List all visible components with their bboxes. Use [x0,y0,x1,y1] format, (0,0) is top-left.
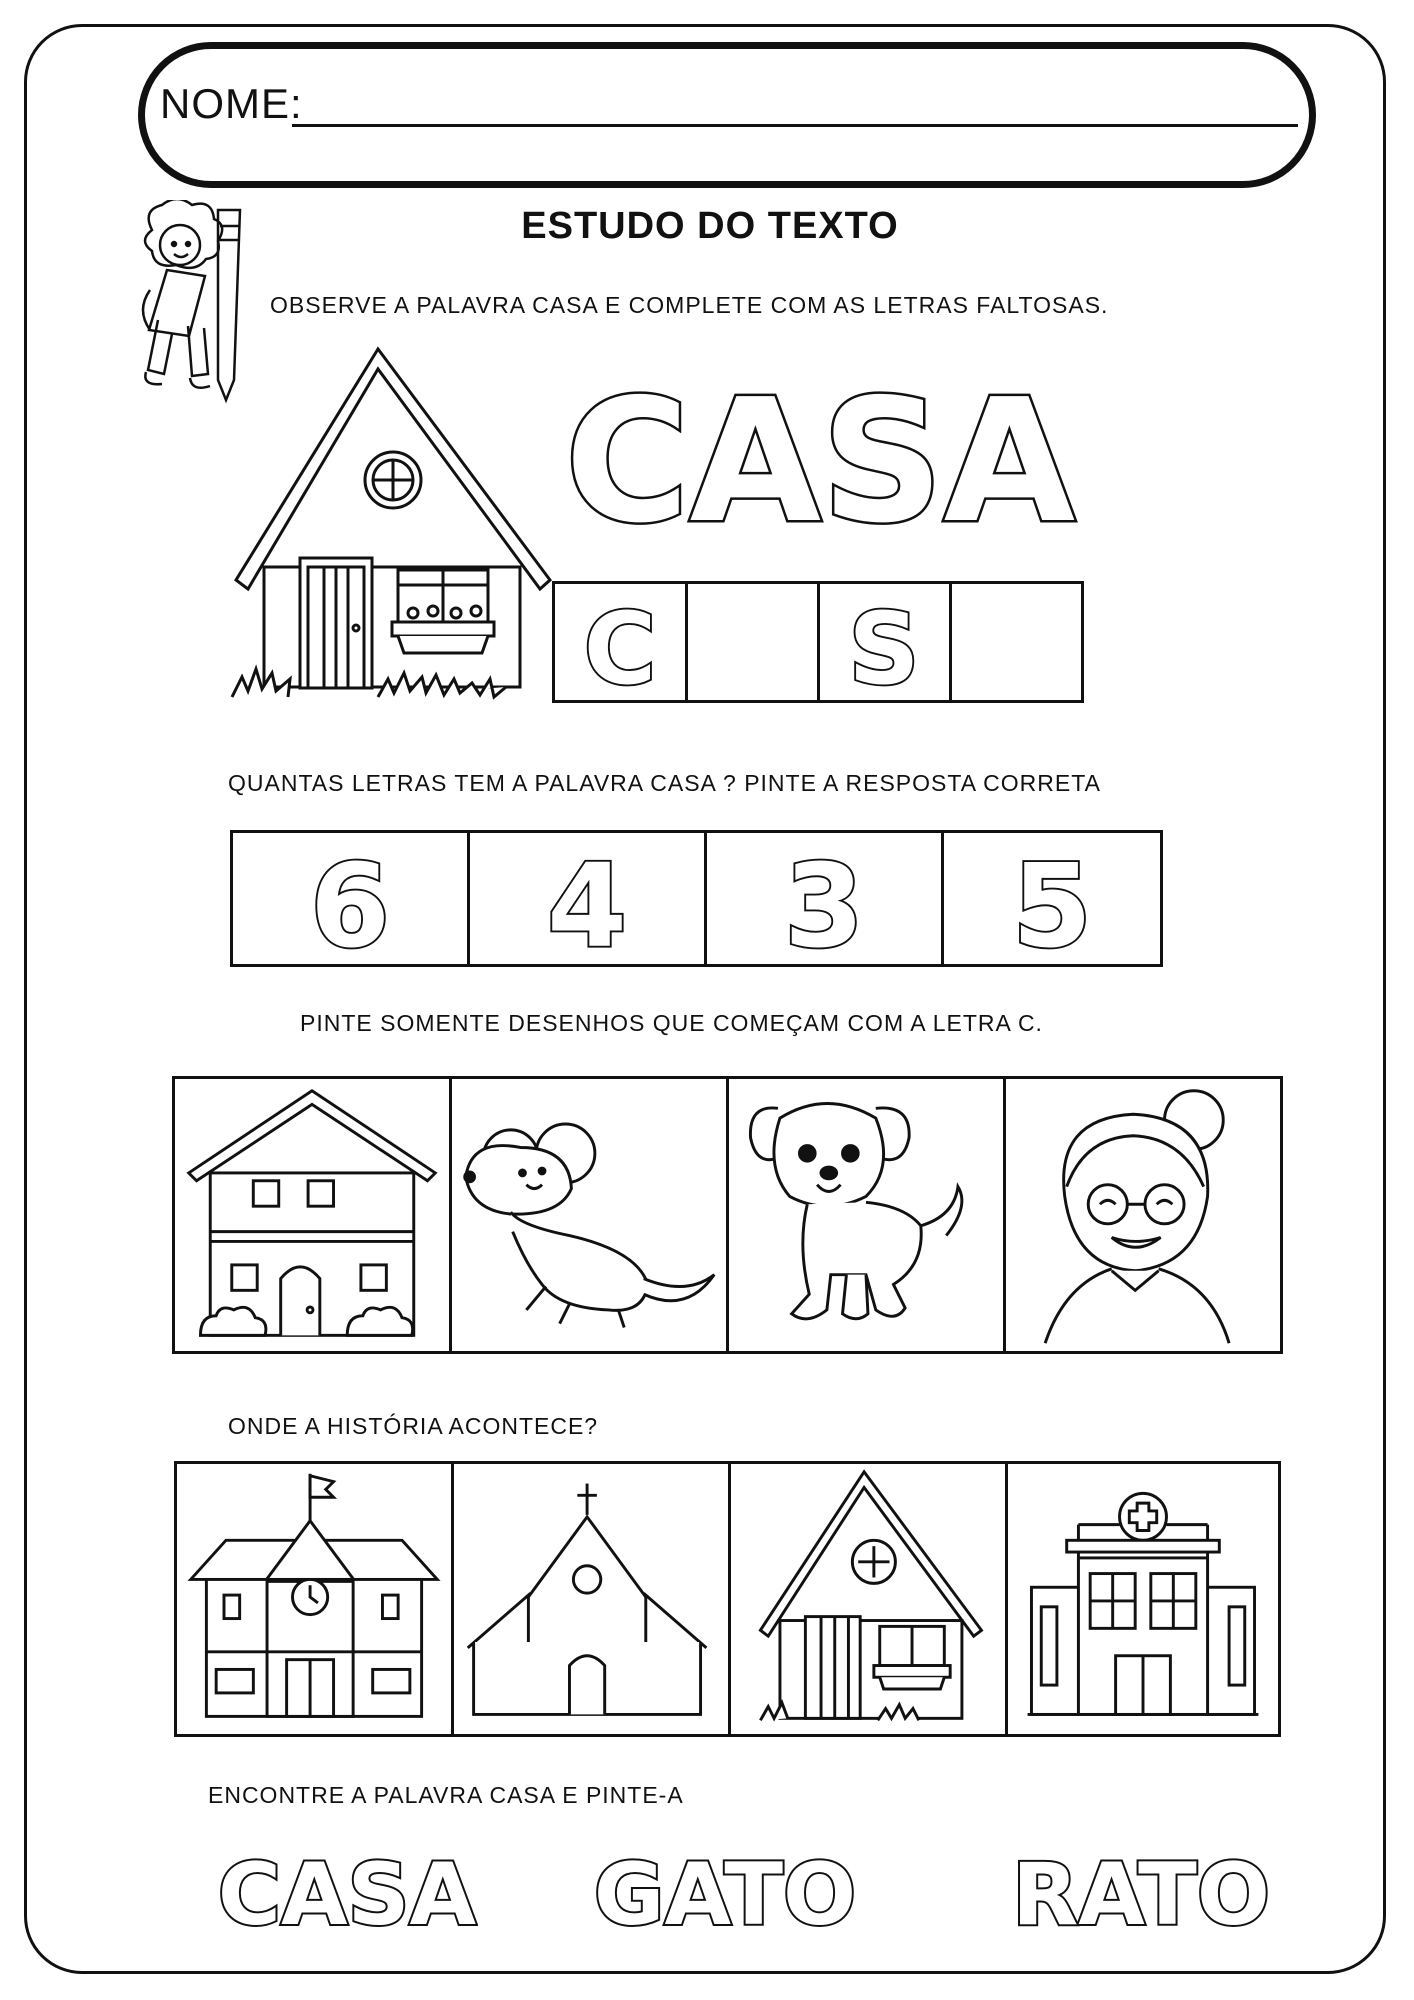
count-option-2[interactable] [467,830,707,967]
picture-cottage[interactable] [728,1461,1008,1737]
instruction-1: OBSERVE A PALAVRA CASA E COMPLETE COM AS LETRAS FALTOSAS. [270,292,1109,318]
place-pictures-row [174,1461,1281,1737]
mouse-icon [452,1079,726,1351]
puppy-icon [729,1079,1003,1351]
word-option-casa[interactable] [216,1838,478,1948]
instruction-3: PINTE SOMENTE DESENHOS QUE COMEÇAM COM A LETRA C. [300,1010,1043,1036]
name-input-line[interactable] [292,124,1298,127]
casa-word-outline [560,360,1080,550]
word-option-rato[interactable] [1010,1838,1272,1948]
name-field-box [138,42,1316,188]
page-title: ESTUDO DO TEXTO [521,205,899,247]
instruction-2: QUANTAS LETRAS TEM A PALAVRA CASA ? PINTE A RESPOSTA CORRETA [228,770,1101,796]
cottage-icon [731,1464,1005,1734]
hospital-icon [1008,1464,1278,1734]
word-option-gato-text: GATO [594,1845,856,1945]
letter-box-3-text: S [848,591,920,700]
church-icon [454,1464,728,1734]
word-option-gato[interactable] [594,1838,856,1948]
picture-house[interactable] [172,1076,452,1354]
letter-box-1-text: C [583,591,657,700]
count-option-3[interactable] [704,830,944,967]
name-label: NOME: [160,80,303,127]
word-option-rato-text: RATO [1012,1845,1270,1945]
instruction-4: ONDE A HISTÓRIA ACONTECE? [228,1413,599,1439]
picture-puppy[interactable] [726,1076,1006,1354]
picture-hospital[interactable] [1005,1461,1281,1737]
letter-box-1[interactable] [552,581,688,703]
count-option-3-text: 3 [784,839,864,964]
instruction-5: ENCONTRE A PALAVRA CASA E PINTE-A [208,1782,684,1808]
casa-big-word: CASA [564,363,1076,550]
letter-box-3[interactable] [817,581,952,703]
picture-grandma[interactable] [1003,1076,1283,1354]
house-icon [228,345,558,705]
count-option-4[interactable] [941,830,1163,967]
word-option-casa-text: CASA [217,1845,477,1945]
count-option-2-text: 4 [547,839,627,964]
school-icon [177,1464,451,1734]
grandma-icon [1006,1079,1280,1351]
picture-mouse[interactable] [449,1076,729,1354]
count-option-1-text: 6 [310,839,390,964]
letter-box-4[interactable] [949,581,1084,703]
picture-church[interactable] [451,1461,731,1737]
count-option-4-text: 5 [1012,839,1092,964]
picture-school[interactable] [174,1461,454,1737]
c-pictures-row [172,1076,1283,1354]
count-option-1[interactable] [230,830,470,967]
house-icon [175,1079,449,1351]
count-options-row [230,830,1163,967]
letter-box-2[interactable] [685,581,820,703]
letter-boxes-row [552,581,1084,703]
